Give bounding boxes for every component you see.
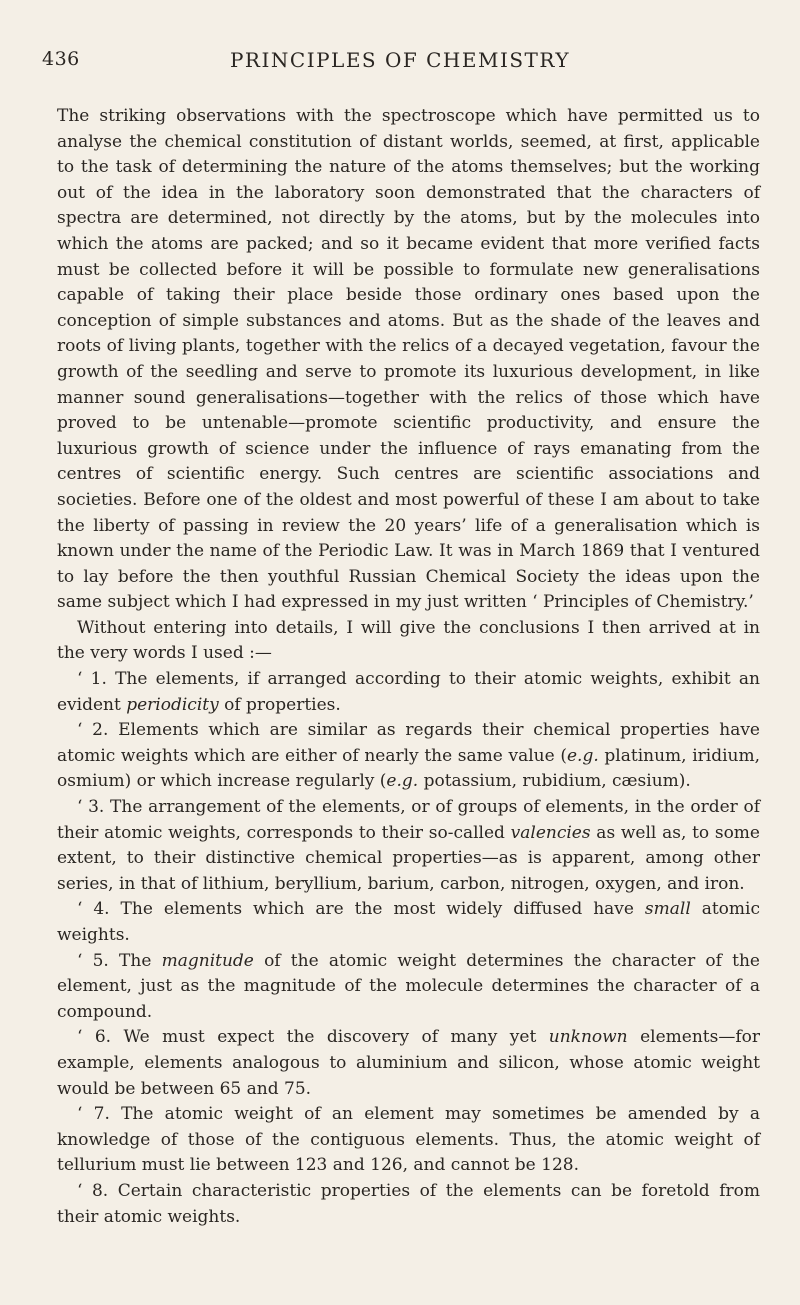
conclusion-2-text-a: ‘ 2. Elements which are similar as regards their chemical properties have atomic weights which are either of nearly the same value ( (57, 720, 760, 766)
page-body (57, 104, 760, 1230)
conclusion-2-text-c: potassium, rubidium, cæsium). (418, 771, 691, 792)
conclusion-4-text-b: atomic weights. (57, 899, 760, 945)
conclusion-6-text-a: ‘ 6. We must expect the discovery of many yet (77, 1027, 549, 1048)
intro-paragraph: The striking observations with the spectroscope which have permitted us to analyse the chemical constitution of distant worlds, seemed, at first, applicable to the task of determining the nature of the atoms themselves; but the working out of the idea in the laboratory soon demonstrated that the characters of spectra are determined, not directly by the atoms, but by the molecules into which the atoms are packed; and so it became evident that more verified facts must be collected before it will be possible to formulate new generalisations capable of taking their place beside those ordinary ones based upon the conception of simple substances and atoms. But as the shade of the leaves and roots of living plants, together with the relics of a decayed vegetation, favour the growth of the seedling and serve to promote its luxurious development, in like manner sound generalisations—together with the relics of those which have proved to be untenable—promote scientific productivity, and ensure the luxurious growth of science under the influence of rays emanating from the centres of scientific energy. Such centres are scientific associations and societies. Before one of the oldest and most powerful of these I am about to take the liberty of passing in review the 20 years’ life of a generalisation which is known under the name of the Periodic Law. It was in March 1869 that I ventured to lay before the then youthful Russian Chemical Society the ideas upon the same subject which I had expressed in my just written ‘ Principles of Chemistry.’ (57, 106, 760, 613)
lead-in-paragraph: Without entering into details, I will give the conclusions I then arrived at in the very words I used :— (57, 617, 760, 664)
conclusion-1-emphasis: periodicity (126, 694, 219, 715)
conclusion-1-text-b: of properties. (218, 694, 341, 715)
conclusion-5-text-a: ‘ 5. The (77, 950, 162, 971)
conclusion-2-eg-1: e.g. (566, 745, 599, 766)
conclusion-8: ‘ 8. Certain characteristic properties of the elements can be foretold from their atomic weights. (57, 1180, 760, 1227)
conclusion-2 (57, 718, 760, 795)
conclusion-6 (57, 1025, 760, 1102)
conclusion-7: ‘ 7. The atomic weight of an element may sometimes be amended by a knowledge of those of the contiguous elements. Thus, the atomic weight of tellurium must lie between 123 and 126, and cannot be 128. (57, 1104, 760, 1176)
conclusion-6-emphasis: unknown (548, 1027, 628, 1048)
conclusion-5-emphasis: magnitude (161, 950, 254, 971)
conclusion-3-emphasis: valencies (510, 822, 591, 843)
conclusion-4-text-a: ‘ 4. The elements which are the most widely diffused have (77, 899, 645, 920)
conclusion-6-text-b: elements—for example, elements analogous to aluminium and silicon, whose atomic weight would be between 65 and 75. (57, 1027, 760, 1099)
conclusion-2-text-b: platinum, iridium, osmium) or which increase regularly ( (57, 745, 760, 792)
conclusion-4 (57, 897, 760, 948)
conclusion-5 (57, 949, 760, 1026)
conclusion-1-text-a: ‘ 1. The elements, if arranged according to their atomic weights, exhibit an evident (57, 669, 760, 715)
page-number: 436 (42, 48, 80, 70)
conclusion-3-text-a: ‘ 3. The arrangement of the elements, or of groups of elements, in the order of their atomic weights, corresponds to their so-called (57, 797, 760, 843)
running-head: PRINCIPLES OF CHEMISTRY (229, 48, 571, 72)
conclusion-1 (57, 667, 760, 718)
conclusion-3-text-b: as well as, to some extent, to their distinctive chemical properties—as is apparent, among other series, in that of lithium, beryllium, barium, carbon, nitrogen, oxygen, and iron. (57, 822, 760, 894)
conclusion-4-emphasis: small (644, 899, 691, 920)
conclusion-2-eg-2: e.g. (386, 771, 419, 792)
conclusion-3 (57, 795, 760, 897)
conclusion-5-text-b: of the atomic weight determines the character of the element, just as the magnitude of the molecule determines the character of a compound. (57, 950, 760, 1022)
